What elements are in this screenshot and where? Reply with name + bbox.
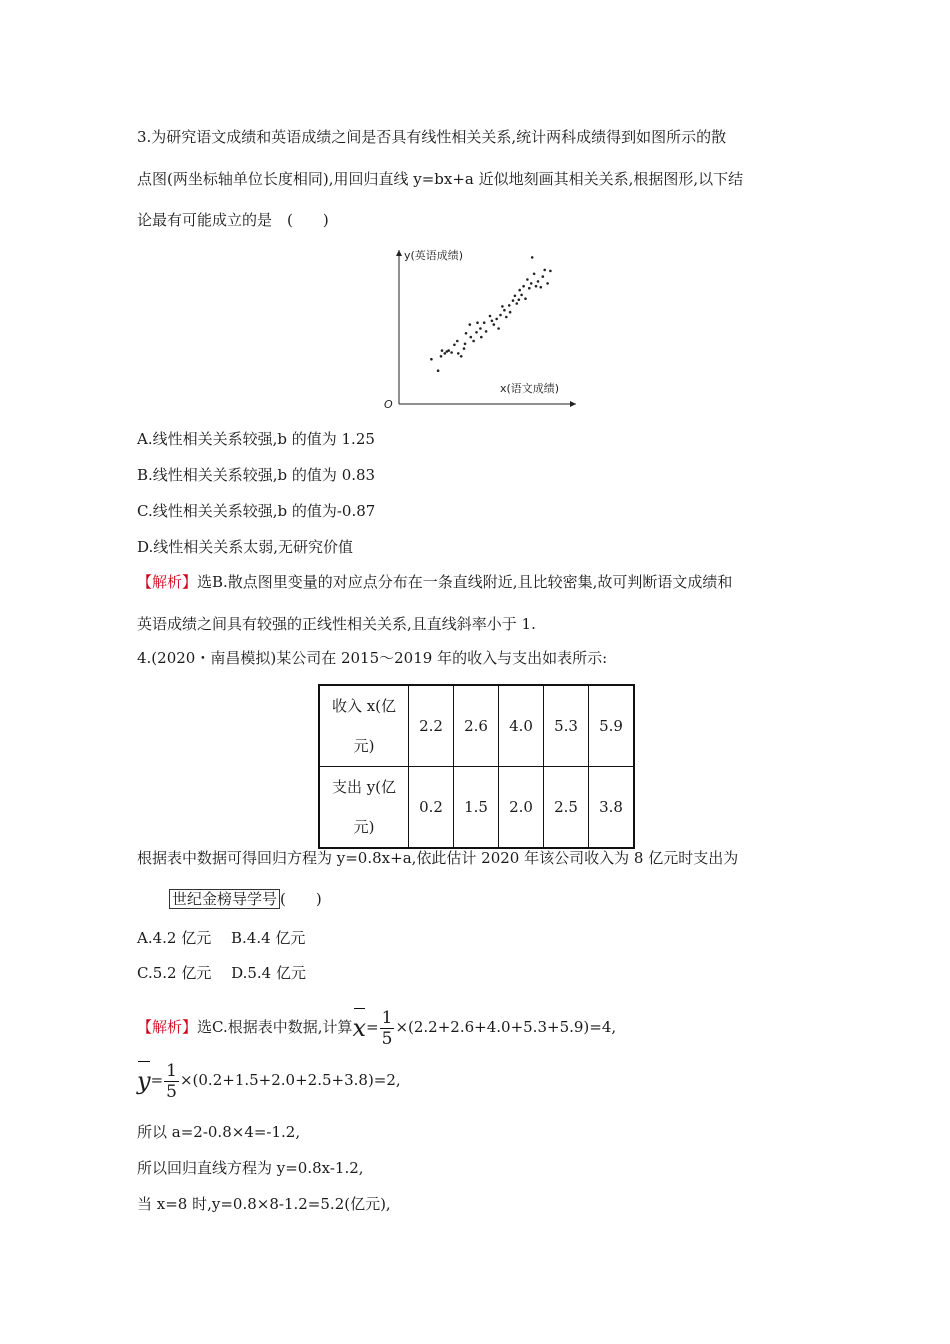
equals: =: [150, 1071, 164, 1089]
scatter-point: [508, 304, 511, 307]
q4-options-row-1: A.4.2 亿元 B.4.4 亿元: [137, 929, 306, 947]
q4-title: 4.(2020・南昌模拟)某公司在 2015～2019 年的收入与支出如表所示:: [137, 649, 608, 667]
q4-line-eq: 所以回归直线方程为 y=0.8x-1.2,: [137, 1159, 364, 1177]
table-cell: 0.2: [409, 767, 454, 849]
table-row-expense: [319, 767, 634, 849]
y-axis-label: y(英语成绩): [404, 249, 464, 262]
scatter-point: [526, 278, 529, 281]
scatter-point: [518, 289, 521, 292]
q3-stem-line-3: 论最有可能成立的是 ( ): [137, 211, 329, 229]
scatter-point: [465, 332, 468, 335]
table-cell: 1.5: [454, 767, 499, 849]
table-cell: 2.0: [499, 767, 544, 849]
answer-paren: ( ): [280, 890, 322, 908]
q4-line-x8: 当 x=8 时,y=0.8×8-1.2=5.2(亿元),: [137, 1195, 391, 1213]
analysis-tag: 【解析】: [137, 1018, 198, 1036]
q3-analysis-line-2: 英语成绩之间具有较强的正线性相关关系,且直线斜率小于 1.: [137, 615, 536, 633]
scatter-point: [456, 340, 459, 343]
scatter-point: [479, 327, 482, 330]
scatter-point: [469, 323, 472, 326]
scatter-point: [430, 358, 433, 361]
scatter-point: [533, 273, 536, 276]
origin-label: O: [384, 398, 393, 411]
fraction: $\frac{1}{5}$: [166, 1060, 177, 1102]
scatter-point: [503, 309, 506, 312]
scatter-points: [430, 256, 552, 372]
scatter-point: [491, 320, 494, 323]
scatter-point: [516, 302, 519, 305]
scatter-point: [483, 321, 486, 324]
scatter-point: [476, 321, 479, 324]
scatter-point: [463, 347, 466, 350]
table-cell: 5.3: [544, 685, 589, 767]
scatter-point: [546, 282, 549, 285]
analysis-text: 选C.根据表中数据,计算: [197, 1018, 353, 1036]
scatter-point: [549, 270, 552, 273]
x-axis-label: x(语文成绩): [500, 382, 560, 395]
scatter-point: [489, 315, 492, 318]
row-header-income: 收入 x(亿 元): [319, 685, 409, 767]
scatter-point: [440, 355, 443, 358]
scatter-point: [528, 287, 531, 290]
scatter-plot: [380, 244, 580, 414]
scatter-point: [518, 298, 521, 301]
scatter-point: [537, 280, 540, 283]
income-expense-table: [318, 684, 635, 849]
scatter-point: [501, 305, 504, 308]
scatter-point: [543, 269, 546, 272]
row-header-expense: 支出 y(亿 元): [319, 767, 409, 849]
scatter-point: [464, 343, 467, 346]
q4-analysis-xbar: [137, 1005, 616, 1049]
scatter-point: [530, 282, 533, 285]
table-cell: 4.0: [499, 685, 544, 767]
scatter-point: [514, 295, 517, 298]
fraction: $\frac{1}{5}$: [381, 1007, 393, 1049]
x-bar-symbol: x: [353, 1006, 367, 1050]
scatter-point: [540, 286, 543, 289]
q3-option-d: D.线性相关关系太弱,无研究价值: [137, 538, 354, 556]
scatter-point: [505, 316, 508, 319]
q4-tag-line: [169, 889, 322, 909]
scatter-point: [475, 331, 478, 334]
scatter-point: [542, 275, 545, 278]
scatter-point: [441, 349, 444, 352]
scatter-point: [524, 297, 527, 300]
q3-option-c: C.线性相关关系较强,b 的值为-0.87: [137, 502, 376, 520]
q3-stem-line-2: 点图(两坐标轴单位长度相同),用回归直线 y=bx+a 近似地刻画其相关关系,根据图形,以下结: [137, 170, 744, 188]
scatter-point: [495, 318, 498, 321]
scatter-point: [497, 327, 500, 330]
x-sum: ×(2.2+2.6+4.0+5.3+5.9)=4,: [395, 1018, 617, 1036]
table-row-income: [319, 685, 634, 767]
q3-option-a: A.线性相关关系较强,b 的值为 1.25: [137, 430, 375, 448]
scatter-point: [450, 351, 453, 354]
q4-options-row-2: C.5.2 亿元 D.5.4 亿元: [137, 964, 306, 982]
equals: =: [366, 1018, 379, 1036]
scatter-point: [453, 344, 456, 347]
table-cell: 2.6: [454, 685, 499, 767]
q3-analysis-line-1: [137, 572, 732, 592]
scatter-point: [447, 349, 450, 352]
analysis-tag: 【解析】: [137, 573, 198, 591]
scatter-point: [522, 285, 525, 288]
table-cell: 2.5: [544, 767, 589, 849]
y-bar-symbol: y: [137, 1059, 151, 1103]
q3-option-b: B.线性相关关系较强,b 的值为 0.83: [137, 466, 376, 484]
scatter-point: [535, 285, 538, 288]
q4-line-a: 所以 a=2-0.8×4=-1.2,: [137, 1123, 301, 1141]
table-cell: 2.2: [409, 685, 454, 767]
source-tag-box: 世纪金榜导学号: [169, 889, 280, 909]
scatter-point: [460, 355, 463, 358]
scatter-point: [470, 336, 473, 339]
scatter-point: [457, 352, 460, 355]
q4-analysis-ybar: [137, 1058, 401, 1102]
scatter-point: [499, 314, 502, 317]
scatter-point: [437, 369, 440, 372]
scatter-point: [485, 330, 488, 333]
scatter-point: [444, 352, 447, 355]
analysis-text: 选B.散点图里变量的对应点分布在一条直线附近,且比较密集,故可判断语文成绩和: [197, 573, 733, 591]
q4-after-table: 根据表中数据可得回归方程为 y=0.8x+a,依此估计 2020 年该公司收入为 8 亿元时支出为: [137, 849, 739, 867]
scatter-point: [512, 299, 515, 302]
scatter-point: [480, 336, 483, 339]
scatter-point: [472, 340, 475, 343]
scatter-point: [520, 294, 523, 297]
q3-stem-line-1: 3.为研究语文成绩和英语成绩之间是否具有线性相关关系,统计两科成绩得到如图所示的散: [137, 128, 727, 146]
y-sum: ×(0.2+1.5+2.0+2.5+3.8)=2,: [179, 1071, 401, 1089]
scatter-point: [531, 256, 534, 259]
scatter-point: [493, 323, 496, 326]
table-cell: 3.8: [589, 767, 635, 849]
scatter-point: [509, 311, 512, 314]
table-cell: 5.9: [589, 685, 635, 767]
